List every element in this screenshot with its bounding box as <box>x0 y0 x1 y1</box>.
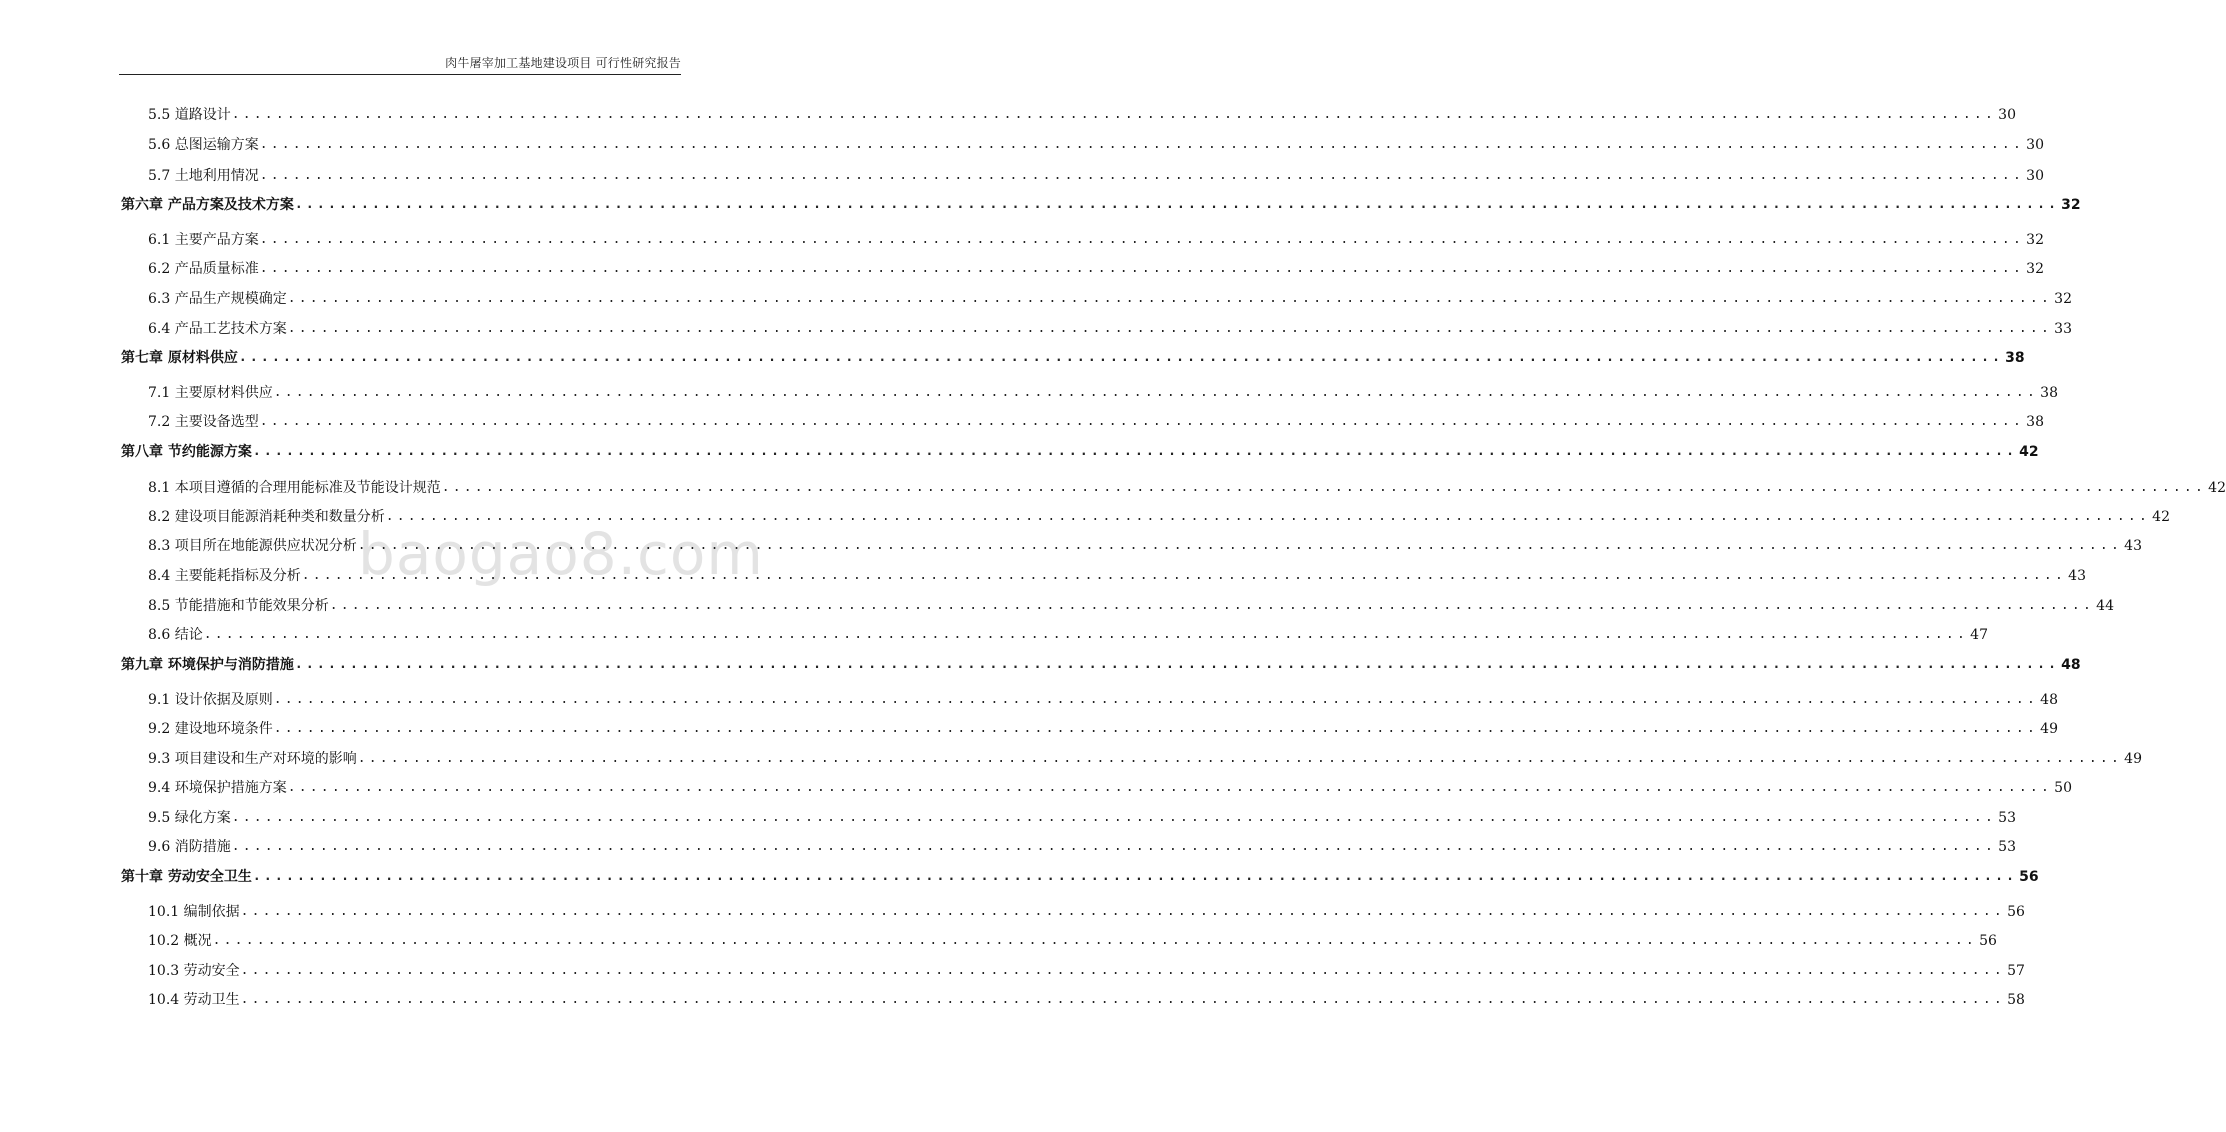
toc-section-entry[interactable] <box>148 807 2016 827</box>
toc-section-entry[interactable] <box>148 104 2016 124</box>
toc-page-number: 42 <box>2152 509 2170 525</box>
toc-entry-label: 10.4 劳动卫生 <box>148 992 240 1008</box>
toc-entry-label: 9.6 消防措施 <box>148 839 231 855</box>
toc-entry-label: 9.1 设计依据及原则 <box>148 692 273 708</box>
toc-section-entry[interactable] <box>148 748 2142 768</box>
toc-entry-label: 10.3 劳动安全 <box>148 963 240 979</box>
toc-page-number: 47 <box>1970 627 1988 643</box>
dot-leader: ................................................................................................................................................................ <box>329 598 2094 613</box>
toc-entry-label: 10.2 概况 <box>148 933 212 949</box>
toc-section-entry[interactable] <box>148 535 2142 555</box>
dot-leader: ................................................................................................................................................................ <box>301 568 2066 583</box>
dot-leader: ................................................................................................................................................................ <box>357 538 2122 553</box>
toc-page-number: 32 <box>2054 291 2072 307</box>
dot-leader: ................................................................................................................................................................ <box>240 904 2005 919</box>
toc-section-entry[interactable] <box>148 960 2025 980</box>
toc-entry-label: 9.4 环境保护措施方案 <box>148 780 287 796</box>
toc-page-number: 49 <box>2040 721 2058 737</box>
toc-page-number: 53 <box>1998 839 2016 855</box>
toc-page-number: 43 <box>2068 568 2086 584</box>
toc-page-number: 53 <box>1998 810 2016 826</box>
toc-page-number: 50 <box>2054 780 2072 796</box>
toc-entry-label: 8.3 项目所在地能源供应状况分析 <box>148 538 357 554</box>
toc-entry-label: 8.4 主要能耗指标及分析 <box>148 568 301 584</box>
toc-page-number: 30 <box>2026 168 2044 184</box>
toc-page-number: 58 <box>2007 992 2025 1008</box>
toc-page-number: 42 <box>2019 444 2039 460</box>
toc-entry-label: 8.2 建设项目能源消耗种类和数量分析 <box>148 509 385 525</box>
toc-page-number: 38 <box>2040 385 2058 401</box>
toc-entry-label: 第十章 劳动安全卫生 <box>121 869 252 885</box>
toc-page-number: 48 <box>2061 657 2081 673</box>
dot-leader: ................................................................................................................................................................ <box>259 261 2024 276</box>
dot-leader: ................................................................................................................................................................ <box>203 627 1968 642</box>
toc-page-number: 30 <box>1998 107 2016 123</box>
dot-leader: ................................................................................................................................................................ <box>287 780 2052 795</box>
toc-entry-label: 6.4 产品工艺技术方案 <box>148 321 287 337</box>
toc-section-entry[interactable] <box>148 989 2025 1009</box>
toc-chapter-entry[interactable] <box>121 654 2081 674</box>
toc-page-number: 57 <box>2007 963 2025 979</box>
toc-entry-label: 第九章 环境保护与消防措施 <box>121 657 294 673</box>
dot-leader: ................................................................................................................................................................ <box>252 869 2018 884</box>
dot-leader: ................................................................................................................................................................ <box>273 692 2038 707</box>
toc-entry-label: 第七章 原材料供应 <box>121 350 238 366</box>
toc-page-number: 32 <box>2061 197 2081 213</box>
toc-section-entry[interactable] <box>148 836 2016 856</box>
toc-section-entry[interactable] <box>148 165 2044 185</box>
dot-leader: ................................................................................................................................................................ <box>259 168 2024 183</box>
toc-page-number: 38 <box>2005 350 2025 366</box>
toc-entry-label: 7.2 主要设备选型 <box>148 414 259 430</box>
toc-entry-label: 第六章 产品方案及技术方案 <box>121 197 294 213</box>
toc-page-number: 56 <box>1979 933 1997 949</box>
toc-section-entry[interactable] <box>148 506 2170 526</box>
toc-entry-label: 9.2 建设地环境条件 <box>148 721 273 737</box>
dot-leader: ................................................................................................................................................................ <box>259 137 2024 152</box>
dot-leader: ................................................................................................................................................................ <box>294 197 2060 212</box>
toc-section-entry[interactable] <box>148 624 1988 644</box>
toc-section-entry[interactable] <box>148 595 2114 615</box>
toc-page-number: 56 <box>2019 869 2039 885</box>
toc-chapter-entry[interactable] <box>121 194 2081 214</box>
toc-page-number: 33 <box>2054 321 2072 337</box>
toc-entry-label: 9.3 项目建设和生产对环境的影响 <box>148 751 357 767</box>
dot-leader: ................................................................................................................................................................ <box>231 810 1996 825</box>
toc-page-number: 30 <box>2026 137 2044 153</box>
toc-section-entry[interactable] <box>148 411 2044 431</box>
toc-entry-label: 6.1 主要产品方案 <box>148 232 259 248</box>
toc-section-entry[interactable] <box>148 718 2058 738</box>
toc-entry-label: 6.3 产品生产规模确定 <box>148 291 287 307</box>
toc-page-number: 49 <box>2124 751 2142 767</box>
toc-section-entry[interactable] <box>148 777 2072 797</box>
toc-entry-label: 6.2 产品质量标准 <box>148 261 259 277</box>
toc-page-number: 48 <box>2040 692 2058 708</box>
dot-leader: ................................................................................................................................................................ <box>259 414 2024 429</box>
toc-entry-label: 8.1 本项目遵循的合理用能标准及节能设计规范 <box>148 480 441 496</box>
toc-section-entry[interactable] <box>148 134 2044 154</box>
dot-leader: ................................................................................................................................................................ <box>273 385 2038 400</box>
toc-section-entry[interactable] <box>148 318 2072 338</box>
toc-page-number: 32 <box>2026 232 2044 248</box>
dot-leader: ................................................................................................................................................................ <box>385 509 2150 524</box>
toc-section-entry[interactable] <box>148 930 1997 950</box>
dot-leader: ................................................................................................................................................................ <box>259 232 2024 247</box>
dot-leader: ................................................................................................................................................................ <box>273 721 2038 736</box>
dot-leader: ................................................................................................................................................................ <box>294 657 2060 672</box>
toc-section-entry[interactable] <box>148 565 2086 585</box>
dot-leader: ................................................................................................................................................................ <box>252 444 2018 459</box>
toc-page-number: 43 <box>2124 538 2142 554</box>
toc-page-number: 38 <box>2026 414 2044 430</box>
toc-entry-label: 第八章 节约能源方案 <box>121 444 252 460</box>
toc-chapter-entry[interactable] <box>121 441 2039 461</box>
toc-section-entry[interactable] <box>148 901 2025 921</box>
toc-section-entry[interactable] <box>148 382 2058 402</box>
dot-leader: ................................................................................................................................................................ <box>357 751 2122 766</box>
toc-section-entry[interactable] <box>148 229 2044 249</box>
toc-page-number: 32 <box>2026 261 2044 277</box>
toc-entry-label: 5.5 道路设计 <box>148 107 231 123</box>
dot-leader: ................................................................................................................................................................ <box>212 933 1977 948</box>
toc-page-number: 56 <box>2007 904 2025 920</box>
dot-leader: ................................................................................................................................................................ <box>441 480 2206 495</box>
dot-leader: ................................................................................................................................................................ <box>240 963 2005 978</box>
dot-leader: ................................................................................................................................................................ <box>231 839 1996 854</box>
toc-entry-label: 7.1 主要原材料供应 <box>148 385 273 401</box>
toc-chapter-entry[interactable] <box>121 347 2025 367</box>
toc-page-number: 42 <box>2208 480 2226 496</box>
dot-leader: ................................................................................................................................................................ <box>287 291 2052 306</box>
toc-section-entry[interactable] <box>148 288 2072 308</box>
toc-section-entry[interactable] <box>148 689 2058 709</box>
toc-entry-label: 5.7 土地利用情况 <box>148 168 259 184</box>
toc-chapter-entry[interactable] <box>121 866 2039 886</box>
toc-section-entry[interactable] <box>148 258 2044 278</box>
toc-entry-label: 8.6 结论 <box>148 627 203 643</box>
toc-section-entry[interactable] <box>148 477 2226 497</box>
report-title: 肉牛屠宰加工基地建设项目 可行性研究报告 <box>445 56 681 70</box>
toc-entry-label: 5.6 总图运输方案 <box>148 137 259 153</box>
watermark: baogao8.com <box>358 520 764 588</box>
toc-page-number: 44 <box>2096 598 2114 614</box>
toc-entry-label: 10.1 编制依据 <box>148 904 240 920</box>
toc-entry-label: 9.5 绿化方案 <box>148 810 231 826</box>
dot-leader: ................................................................................................................................................................ <box>238 350 2004 365</box>
dot-leader: ................................................................................................................................................................ <box>240 992 2005 1007</box>
dot-leader: ................................................................................................................................................................ <box>287 321 2052 336</box>
dot-leader: ................................................................................................................................................................ <box>231 107 1996 122</box>
toc-entry-label: 8.5 节能措施和节能效果分析 <box>148 598 329 614</box>
